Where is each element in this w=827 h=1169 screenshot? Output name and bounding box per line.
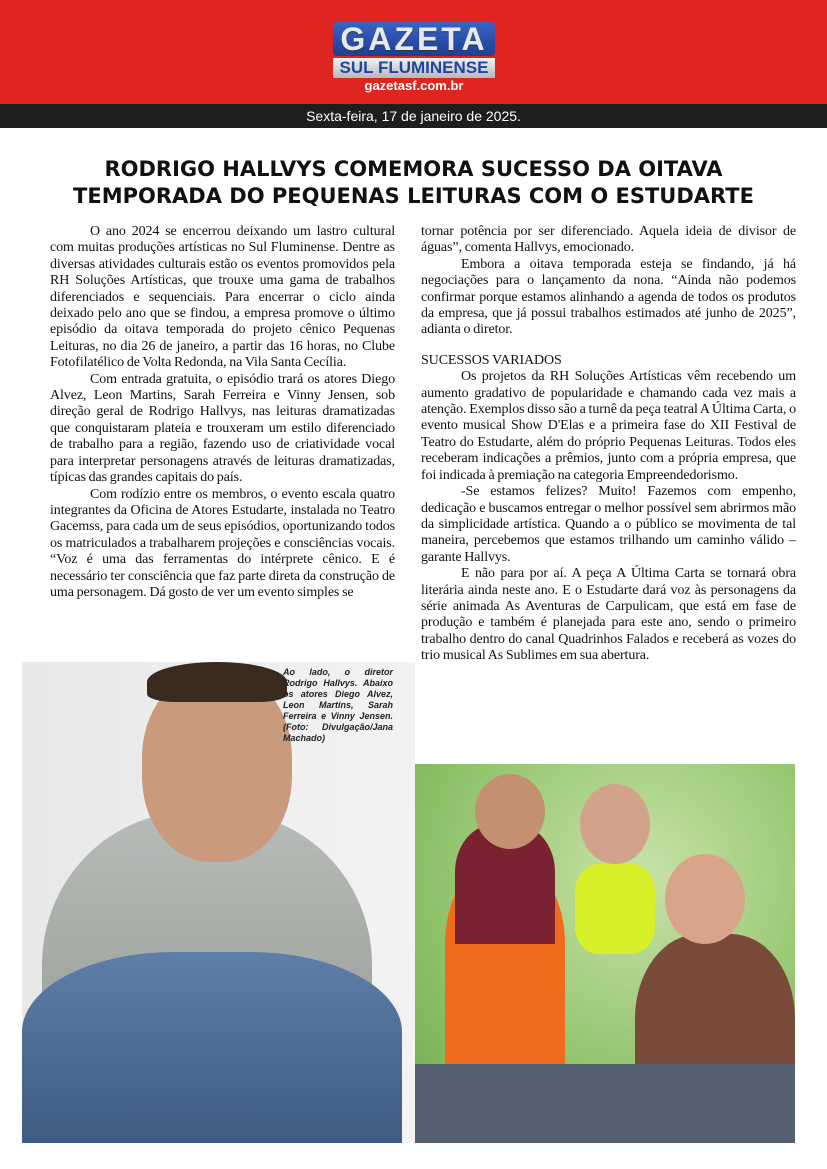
column-right — [421, 224, 796, 665]
photo-shape — [575, 864, 655, 954]
paragraph: Embora a oitava temporada esteja se findando, já há negociações para o lançamento da nona. “Ainda não podemos confirmar porque estamos alinhando a agenda de todos os produtos da empresa, que já possui trabalhos estimados até junho de 2025”, adianta o diretor. — [421, 256, 796, 338]
site-url[interactable]: gazetasf.com.br — [364, 78, 464, 93]
paragraph: Com rodízio entre os membros, o evento escala quatro integrantes da Oficina de Atores Estudarte, instalada no Teatro Gacemss, para cada um de seus episódios, oportunizando todos os matriculados a trabalharem projeções e consciências vocais. “Voz é uma das ferramentas do intérprete cênico. E é necessário ter consciência que faz parte direta da construção de uma personagem. Dá gosto de ver um evento simples se — [50, 486, 395, 600]
photo-shape — [415, 1064, 795, 1143]
photo-shape — [147, 662, 287, 702]
subheading: SUCESSOS VARIADOS — [421, 352, 562, 368]
paragraph: E não para por aí. A peça A Última Carta se tornará obra literária ainda neste ano. E o Estudarte dará voz às personagens da série animada As Aventuras de Carpulicam, que está em fase de produção e também é planejada para este ano, sendo o primeiro trabalho dentro do canal Quadrinhos Falados e receberá as vozes do trio musical As Sublimes em sua abertura. — [421, 566, 796, 664]
date-bar: Sexta-feira, 17 de janeiro de 2025. — [0, 104, 827, 128]
photo-shape — [475, 774, 545, 849]
photo-shape — [22, 952, 402, 1143]
photo-actors — [415, 764, 795, 1143]
paragraph: Com entrada gratuita, o episódio trará os atores Diego Alvez, Leon Martins, Sarah Ferreira e Vinny Jensen, sob direção geral de Rodrigo Hallvys, nas leituras dramatizadas que conquistaram plateia e trouxeram um estilo diferenciado de trabalho para a região, fazendo uso de criatividade vocal para interpretar personagens através de leituras dramatizadas, típicas das grandes capitais do país. — [50, 371, 395, 486]
paragraph: tornar potência por ser diferenciado. Aquela ideia de divisor de águas”, comenta Hallvys, emocionado. — [421, 224, 796, 256]
gazeta-logo[interactable] — [333, 22, 495, 94]
photo-caption: Ao lado, o diretor Rodrigo Hallvys. Abaixo os atores Diego Alvez, Leon Martins, Sarah Ferreira e Vinny Jensen. (Foto: Divulgação/Jana Machado) — [283, 667, 393, 743]
logo-top: GAZETA — [333, 22, 495, 56]
paragraph: Os projetos da RH Soluções Artísticas vêm recebendo um aumento gradativo de popularidade e chamando cada vez mais a atenção. Exemplos disso são a turnê da peça teatral A Última Carta, o evento musical Show D'Elas e a primeira fase do XII Festival de Teatro do Estudarte, além do próprio Pequenas Leituras. Todos eles receberam indicações a prêmios, junto com a própria empresa, que foi indicada à premiação na categoria Empreendedorismo. — [421, 369, 796, 483]
paragraph: O ano 2024 se encerrou deixando um lastro cultural com muitas produções artísticas no Sul Fluminense. Dentre as diversas atividades culturais estão os eventos promovidos pela RH Soluções Artísticas, que trouxe uma gama de trabalhos diferenciados e sequenciais. Para encerrar o ciclo ainda deixado pelo ano que se findou, a empresa promove o último episódio da oitava temporada do projeto cênico Pequenas Leituras, no dia 26 de janeiro, a partir das 16 horas, no Clube Fotofilatélico de Volta Redonda, na Vila Santa Cecília. — [50, 224, 395, 371]
article-title: RODRIGO HALLVYS COMEMORA SUCESSO DA OITAVA TEMPORADA DO PEQUENAS LEITURAS COM O ESTUDARTE — [73, 157, 754, 208]
paragraph: -Se estamos felizes? Muito! Fazemos com empenho, dedicação e buscamos entregar o melhor possível sem abrirmos mão da simplicidade artística. Quando a o público se movimenta de tal maneira, percebemos que estamos trilhando um caminho válido – garante Hallvys. — [421, 484, 796, 565]
logo-bottom: SUL FLUMINENSE — [333, 58, 495, 78]
photo-shape — [580, 784, 650, 864]
photo-shape — [665, 854, 745, 944]
column-left — [50, 224, 395, 601]
masthead — [0, 0, 827, 104]
